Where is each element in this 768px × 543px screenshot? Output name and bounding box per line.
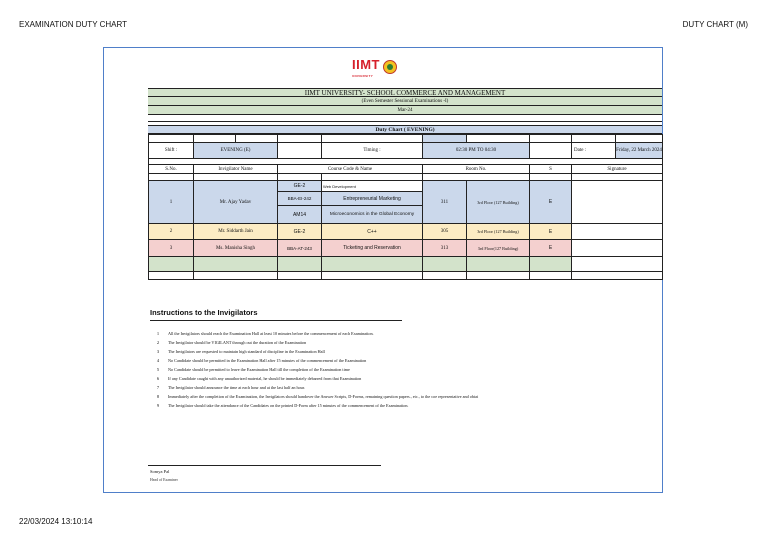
course-name: Web Development [322,181,423,192]
instruction-item: 2 The Invigilator should be VIGILANT through out the duration of the Examination [156,340,307,345]
logo-text: IIMT [352,57,380,72]
course-code: BBA-AT-243 [278,240,322,257]
instruction-item: 7 The Invigilator should announce the time at each hour and at the last half an hour. [156,385,305,390]
course-code: GE-2 [278,181,322,192]
report-header-code: DUTY CHART (M) [682,20,748,29]
row-invigilator: Mr. Siddarth Jain [194,224,278,240]
timing-label: Timing : [322,143,423,159]
table-row [149,224,663,240]
shift-value: EVENING (E) [194,143,278,159]
room-floor: 3rd Floor(127 Building) [467,240,530,257]
row-invigilator: Mr. Ajay Yadav [194,181,278,224]
col-s: S [530,165,572,174]
row-sno: 1 [149,181,194,224]
row-session: E [530,224,572,240]
spacer-row [148,115,662,122]
empty-row [149,257,663,272]
room-floor: 3rd Floor (127 Building) [467,181,530,224]
row-signature [572,240,663,257]
row-sno: 2 [149,224,194,240]
signatory-role: Head of Examiner [150,478,178,482]
row-sno: 3 [149,240,194,257]
signatory-name: Somya Pal [150,469,170,474]
row-signature [572,224,663,240]
shift-label: Shift : [149,143,194,159]
col-sno: S.No. [149,165,194,174]
chart-title: Duty Chart ( EVENING) [148,125,662,134]
exam-month: Mar-24 [148,106,662,115]
col-course: Course Code & Name [278,165,423,174]
date-value: Friday, 22 March 2024 [616,143,663,159]
room-number: 313 [423,240,467,257]
col-signature: Signature [572,165,663,174]
instructions-title: Instructions to the Invigilators [150,308,258,317]
instruction-item: 9 The Invigilator should take the attendance of the Candidates on the printed D-Form after 15 minutes of the commencement of the Examination. [156,403,409,408]
row-invigilator: Ms. Manisha Singh [194,240,278,257]
print-timestamp: 22/03/2024 13:10:14 [19,517,93,526]
course-name: Ticketing and Reservation [322,240,423,257]
course-code: BBA-EI-242 [278,192,322,206]
signature-line [148,465,381,466]
course-code: GE-2 [278,224,322,240]
row-signature [572,181,663,224]
report-header-title: EXAMINATION DUTY CHART [19,20,128,29]
course-name: Microeconomics in the Global Economy [322,206,423,224]
row-session: E [530,181,572,224]
empty-row [149,272,663,280]
col-room: Room No. [423,165,530,174]
instruction-item: 3 The Invigilators are requested to maintain high standard of discipline in the Examination Hall [156,349,325,354]
course-code: AM14 [278,206,322,224]
university-logo [352,56,397,78]
instructions-section [148,308,648,408]
room-floor: 3rd Floor (127 Building) [467,224,530,240]
instruction-item: 4 No Candidate should be permitted in the Examination Hall after 15 minutes of the commencement of the Examination [156,358,367,363]
table-row [149,240,663,257]
room-number: 305 [423,224,467,240]
row-session: E [530,240,572,257]
instruction-item: 5 No Candidate should be permitted to leave the Examination Hall till the completion of the Examination time [156,367,350,372]
date-label: Date : [572,143,616,159]
emblem-icon [383,60,397,74]
instruction-item: 1 All the Invigilators should reach the Examination Hall at least 10 minutes before the commencement of each Examination. [156,331,374,336]
instructions-underline [150,320,402,321]
exam-subtitle: (Even Semester Sessional Examinations -I) [148,97,662,106]
course-name: Entrepreneurial Marketing [322,192,423,206]
duty-chart-sheet [103,47,663,493]
duty-table [148,134,663,280]
instruction-item: 6 If any Candidate caught with any unauthorized material, he should be immediately debarred from that Examination [156,376,362,381]
course-name: C++ [322,224,423,240]
table-row [149,181,663,192]
instruction-item: 8 Immediately after the completion of the Examination, the Invigilators should handover the Answer Scripts, D-Forms, remaining question papers., etc., to the coe representative and obtai [156,394,479,399]
university-title: IIMT UNIVERSITY- SCHOOL COMMERCE AND MANAGEMENT [148,88,662,97]
timing-value: 02:30 PM TO 04:30 [423,143,530,159]
room-number: 311 [423,181,467,224]
logo-subtext: UNIVERSITY [352,74,374,78]
col-invigilator: Invigilator Name [194,165,278,174]
